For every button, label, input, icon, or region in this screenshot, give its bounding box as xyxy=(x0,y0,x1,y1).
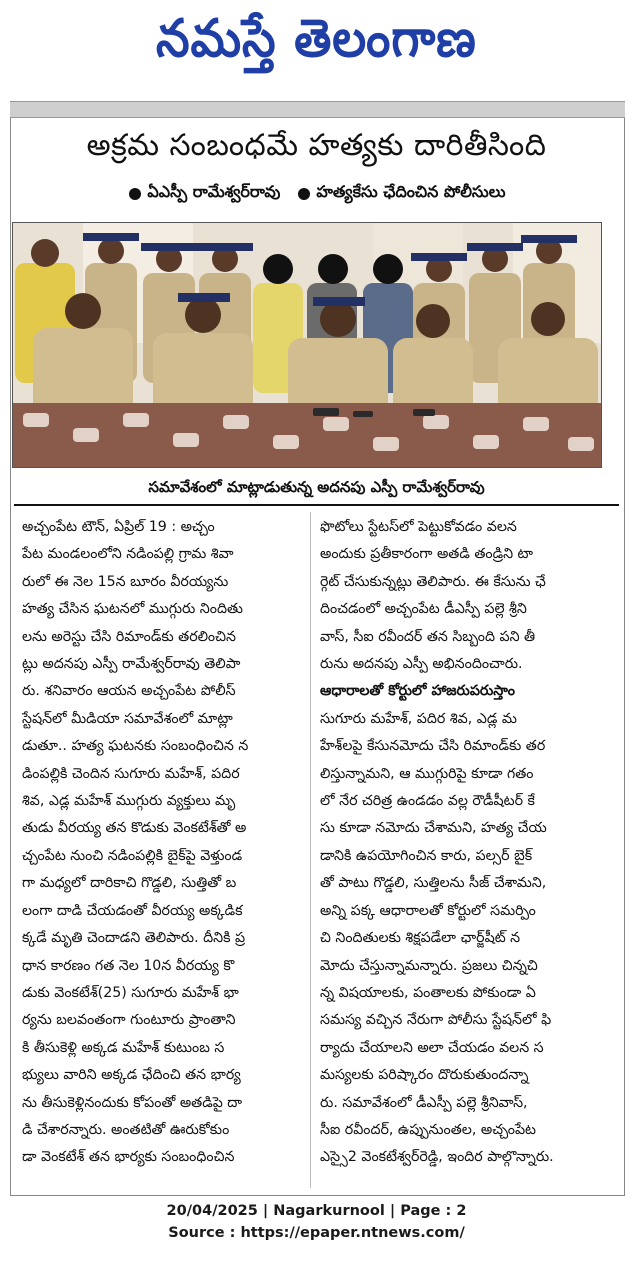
footer-date-edition: 20/04/2025 | Nagarkurnool | Page : 2 xyxy=(166,1203,467,1219)
column-divider xyxy=(310,512,311,1188)
article-text-line: శివ, ఎడ్ల మహేశ్ ముగ్గురు వ్యక్తులు మృ xyxy=(22,793,236,810)
bullet-icon xyxy=(298,188,310,200)
article-text-line: హేశ్‌లపై కేసునమోదు చేసి రిమాండ్‌కు తర xyxy=(320,738,546,755)
article-text-line: తో పాటు గొడ్డలి, సుత్తిలను సీజ్ చేశామని, xyxy=(320,875,547,892)
article-text-line: డానికి ఉపయోగించిన కారు, పల్సర్ బైక్ xyxy=(320,847,533,864)
photo-caption: సమావేశంలో మాట్లాడుతున్న అదనపు ఎస్పీ రామేశ్వర్‌రావు xyxy=(148,478,485,496)
article-subtitle: ఆధారాలతో కోర్టులో హాజరుపరుస్తాం xyxy=(320,683,515,700)
footer xyxy=(0,1200,633,1244)
subheads xyxy=(20,182,615,205)
article-text-line: డా వెంకటేశ్ తన భార్యకు సంబంధించిన xyxy=(22,1149,235,1166)
article-text-line: లిస్తున్నామని, ఆ ముగ్గురిపై కూడా గతం xyxy=(320,765,534,782)
article-text-line: చ్చంపేట నుంచి నడింపల్లికి బైక్‌పై వెళ్తుండ xyxy=(22,847,243,864)
caption-rule xyxy=(14,504,619,506)
article-text-line: సమస్య వచ్చిన నేరుగా పోలీసు స్టేషన్‌లో ఫి xyxy=(320,1012,552,1029)
article-text-line: ర్యను బలవంతంగా గుంటూరు ప్రాంతాని xyxy=(22,1012,236,1029)
photo-illustration xyxy=(13,223,602,468)
bullet-icon xyxy=(129,188,141,200)
right-column-part-1 xyxy=(320,514,612,678)
article-text-line: పేట మండలంలోని నడింపల్లి గ్రామ శివా xyxy=(22,546,234,563)
masthead xyxy=(0,0,633,90)
article-text-line: రు. శనివారం ఆయన అచ్చంపేట పోలీస్ xyxy=(22,683,236,700)
article-text-line: మోదు చేస్తున్నామన్నారు. ప్రజలు చిన్నచి xyxy=(320,957,538,974)
article-text-line: సీఐ రవీందర్, ఉప్పునుంతల, అచ్చంపేట xyxy=(320,1121,536,1138)
header-rule xyxy=(10,101,625,118)
article-text-line: ఎస్సై2 వెంకటేశ్వర్‌రెడ్డి, ఇందిర పాల్గొన్నారు. xyxy=(320,1149,554,1166)
article-text-line: అందుకు ప్రతీకారంగా అతడి తండ్రిని టా xyxy=(320,546,534,563)
article-text-line: మస్యలకు పరిష్కారం దొరుకుతుందన్నా xyxy=(320,1067,529,1084)
subhead-1 xyxy=(129,182,280,205)
article-text-line: క్కడే మృతి చెందాడని తెలిపారు. దీనికి ప్ర xyxy=(22,930,246,947)
article-text-line: న్న విషయాలకు, పంతాలకు పోకుండా ఏ xyxy=(320,984,536,1001)
article-text-line: లను అరెస్టు చేసి రిమాండ్‌కు తరలించిన xyxy=(22,628,236,645)
article-text-line: ట్లు అదనపు ఎస్పీ రామేశ్వర్‌రావు తెలిపా xyxy=(22,656,241,673)
subhead-2 xyxy=(298,182,505,205)
article-text-line: స్టేషన్‌లో మీడియా సమావేశంలో మాట్లా xyxy=(22,710,233,727)
article-text-line: కి తీసుకెళ్లి అక్కడ మహేశ్ కుటుంబ స xyxy=(22,1039,225,1056)
article-right-column xyxy=(320,514,612,1172)
article-text-line: ర్యాదు చేయాలని అలా చేయడం వలన స xyxy=(320,1039,544,1056)
article-text-line: చి నిందితులకు శిక్షపడేలా ఛార్జ్‌షీట్ న xyxy=(320,930,521,947)
press-meet-photo xyxy=(12,222,602,468)
article-text-line: ర్గెట్ చేసుకున్నట్లు తెలిపారు. ఈ కేసును ఛే xyxy=(320,573,546,590)
article-text-line: సు కూడా నమోదు చేశామని, హత్య చేయ xyxy=(320,820,547,837)
footer-source: Source : https://epaper.ntnews.com/ xyxy=(168,1225,465,1241)
article-text-line: ను తీసుకెళ్లినందుకు కోపంతో అతడిపై దా xyxy=(22,1094,243,1111)
article-text-line: ధాన కారణం గత నెల 10న వీరయ్య కొ xyxy=(22,957,235,974)
article-headline: అక్రమ సంబంధమే హత్యకు దారితీసింది xyxy=(86,128,547,163)
newspaper-title: నమస్తే తెలంగాణ xyxy=(156,8,477,69)
article-text-line: డుకు వెంకటేశ్(25) సుగూరు మహేశ్ భా xyxy=(22,984,239,1001)
article-text-line: హత్య చేసిన ఘటనలో ముగ్గురు నిందితు xyxy=(22,601,243,618)
article-text-line: ఫొటోలు స్టేటస్‌లో పెట్టుకోవడం వలన xyxy=(320,519,517,535)
article-text-line: దించడంలో అచ్చంపేట డీఎస్పీ పల్లె శ్రీని xyxy=(320,601,527,618)
article-left-column xyxy=(22,514,302,1172)
article-text-line: రును అదనపు ఎస్పీ అభినందించారు. xyxy=(320,656,523,673)
article-text-line: అచ్చంపేట టౌన్, ఏప్రిల్ 19 : అచ్చం xyxy=(22,519,215,535)
article-text-line: రు. సమావేశంలో డీఎస్పీ పల్లె శ్రీనివాస్, xyxy=(320,1094,528,1111)
article-text-line: సుగూరు మహేశ్, పదిర శివ, ఎడ్ల మ xyxy=(320,710,517,727)
subhead-2-text: హత్యకేసు ఛేదించిన పోలీసులు xyxy=(316,182,506,201)
article-text-line: అన్ని పక్క ఆధారాలతో కోర్టులో సమర్పిం xyxy=(320,902,536,919)
article-text-line: డి చేశారన్నారు. అంతటితో ఊరుకోకుం xyxy=(22,1121,230,1138)
article-text-line: డుతూ.. హత్య ఘటనకు సంబంధించిన న xyxy=(22,738,249,755)
article-text-line: గా మధ్యలో దారికాచి గొడ్డలి, సుత్తితో బ xyxy=(22,875,237,892)
article-text-line: భ్యులు వారిని అక్కడ ఛేదించి తన భార్య xyxy=(22,1067,241,1084)
article-text-line: వాస్, సీఐ రవీందర్ తన సిబ్బంది పని తీ xyxy=(320,628,536,645)
article-text-line: లో నేర చరిత్ర ఉండడం వల్ల రౌడీషీటర్ కే xyxy=(320,793,535,810)
article-text-line: లంగా దాడి చేయడంతో వీరయ్య అక్కడిక xyxy=(22,902,243,919)
subhead-1-text: ఏఎస్పీ రామేశ్వర్‌రావు xyxy=(147,182,281,201)
right-column-part-2 xyxy=(320,706,612,1172)
article-text-line: రులో ఈ నెల 15న బూరం వీరయ్యను xyxy=(22,573,229,590)
article-text-line: డింపల్లికి చెందిన సుగూరు మహేశ్, పదిర xyxy=(22,765,240,782)
article-text-line: తుడు వీరయ్య తన కొడుకు వెంకటేశ్‌తో అ xyxy=(22,820,247,837)
